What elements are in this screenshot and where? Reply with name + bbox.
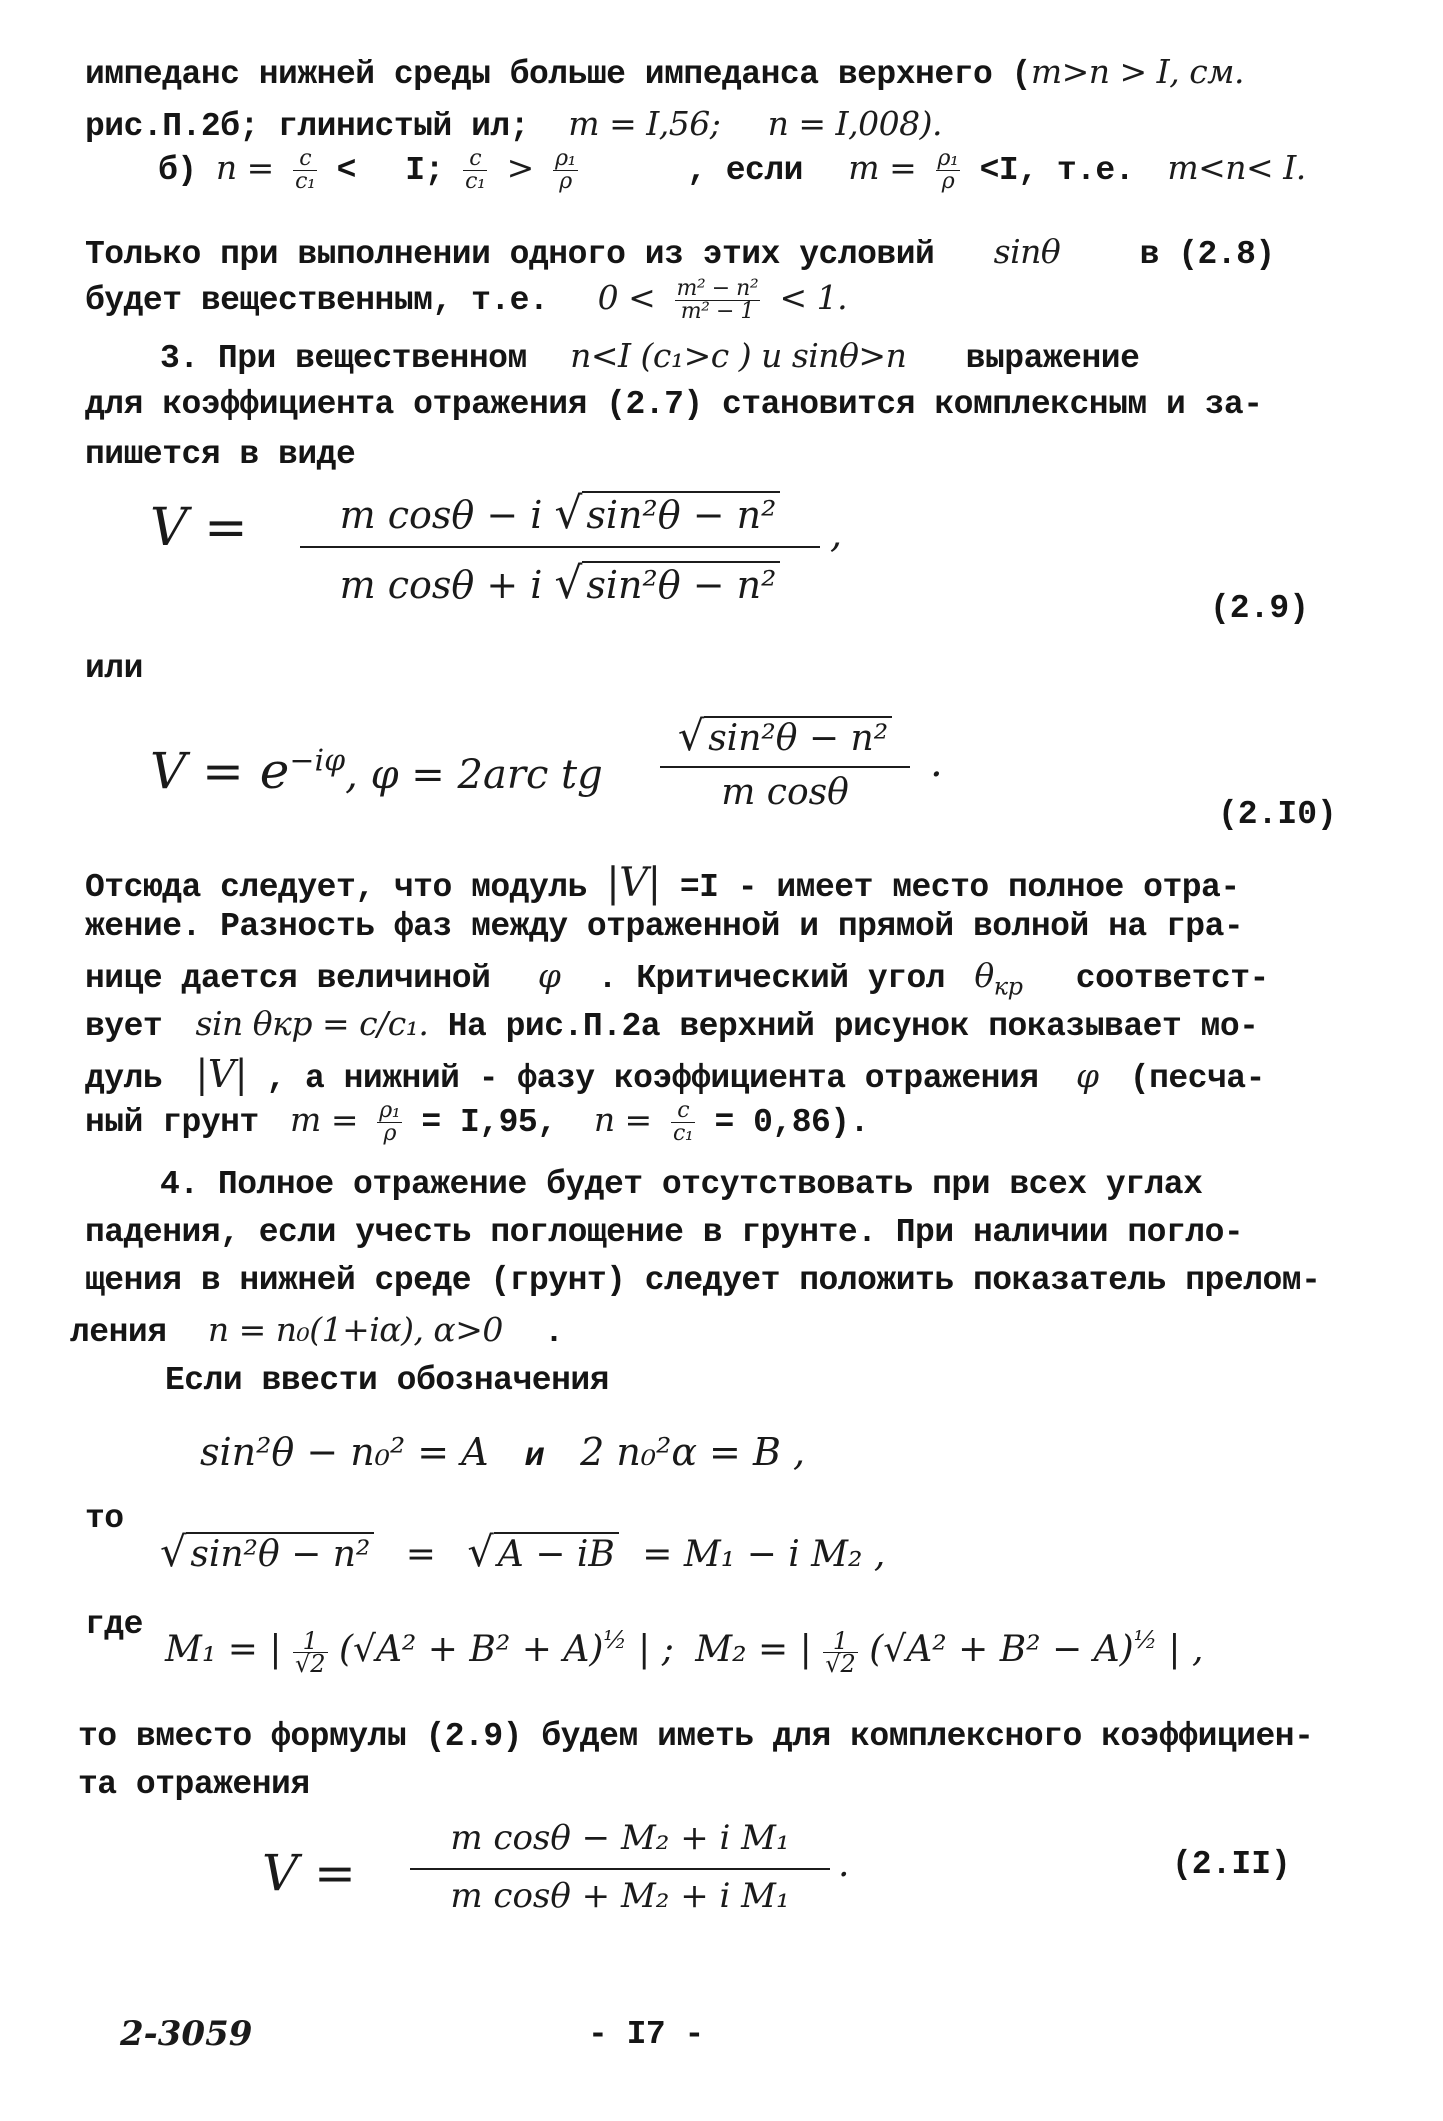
after-3f: соответст- [1075, 960, 1269, 997]
where-label: где [85, 1606, 143, 1643]
and-word: и [524, 1438, 545, 1475]
text-line-4c: в (2.8) [1139, 236, 1275, 273]
equation-2-10-lhs [150, 742, 603, 800]
sqrt-lhs: sin²θ − n² [186, 1532, 374, 1575]
radical-sign: √ [554, 488, 583, 539]
fraction-den: ρ [559, 169, 572, 194]
text-line-5 [85, 278, 847, 323]
fraction-den: c₁ [465, 169, 486, 194]
p4-line-3: щения в нижней среде (грунт) следует положить показатель прелом- [85, 1262, 1321, 1299]
after-line-1 [85, 860, 1240, 906]
after-line-4 [85, 1004, 1258, 1045]
equation-2-11-fraction-bar [410, 1868, 830, 1870]
fraction-num: 1 [293, 1630, 328, 1653]
equation-2-10-dot: . [930, 740, 943, 786]
sin-theta: sinθ [993, 232, 1061, 271]
equation-2-10-denominator: m cosθ [721, 772, 849, 813]
less-one-ie: <I, т.е. [979, 152, 1135, 190]
eq10-exponent: −iφ [289, 743, 346, 779]
fraction-1-sqrt2 [293, 1626, 328, 1678]
fraction-num: m² − n² [676, 276, 759, 301]
page-number: - I7 - [588, 2016, 704, 2053]
fraction-den: ρ [941, 169, 955, 194]
p3-condition: n<I (c₁>c ) и sinθ>n [570, 336, 907, 375]
p4-4c: . [544, 1314, 564, 1351]
m2-body: (√A² + B² − A) [869, 1629, 1134, 1670]
equation-2-11-lhs: V = [262, 1844, 356, 1902]
m-symbol: m = [848, 148, 917, 188]
if-word: , если [687, 152, 803, 190]
modulus-v: |V| [606, 860, 661, 906]
definition-a: sin²θ − n₀² = A [200, 1430, 489, 1474]
fraction-den: c₁ [295, 169, 316, 194]
equation-2-11-denominator: m cosθ + M₂ + i M₁ [450, 1876, 790, 1916]
phi-symbol-2: φ [1075, 1056, 1099, 1095]
after-3a: нице дается величиной [85, 960, 491, 997]
sqrt-equals: = [405, 1534, 436, 1575]
p6-line-1: то вместо формулы (2.9) будем иметь для комплексного коэффициен- [78, 1718, 1314, 1755]
equation-number-2-9: (2.9) [1210, 590, 1310, 627]
condition-m-lt-n: m<n< I. [1167, 148, 1306, 188]
m1-lhs: M₁ = | [165, 1629, 282, 1670]
after-5c: , а нижний - фазу коэффициента отражения [266, 1060, 1039, 1097]
m-eq: m = [290, 1100, 358, 1140]
equation-number-2-10: (2.I0) [1218, 796, 1337, 833]
m1-m2-definitions [165, 1626, 1204, 1678]
radical-sign: √ [467, 1528, 494, 1576]
p3-line-1 [160, 336, 1139, 377]
fraction-1-sqrt2-b [823, 1626, 858, 1678]
n-symbol: n = [215, 148, 274, 188]
fraction-num: ρ₁ [937, 146, 959, 171]
definition-b: 2 n₀²α = B , [580, 1430, 806, 1474]
gt-sign: > [506, 148, 534, 188]
equation-number-2-11: (2.II) [1172, 1846, 1291, 1883]
fraction-num: ρ₁ [379, 1098, 401, 1123]
fraction-num: ρ₁ [555, 146, 576, 171]
radical-sign: √ [677, 712, 705, 760]
p4-line-2: падения, если учесть поглощение в грунте. При наличии погло- [85, 1214, 1244, 1251]
lt-one: < 1. [779, 278, 848, 318]
fraction-den: √2 [825, 1649, 856, 1678]
fraction-den: m² − 1 [680, 299, 754, 324]
n-value-clay: n = I,008). [767, 104, 942, 143]
phi-symbol: φ [537, 956, 561, 995]
zero-lt: 0 < [597, 278, 656, 318]
fraction-num: c [463, 148, 487, 171]
equation-2-11-dot: . [838, 1844, 850, 1885]
equation-2-9-lhs: V = [150, 498, 248, 558]
m-value-sand: = I,95, [421, 1104, 557, 1142]
equation-2-9-numerator [300, 488, 820, 539]
eq9-den-radicand: sin²θ − n² [582, 561, 780, 607]
eq10-num-radicand: sin²θ − n² [704, 716, 892, 759]
m2-half: ½ [1133, 1626, 1157, 1654]
theta-symbol: θ [974, 956, 994, 995]
eq9-den-a: m cosθ + i [339, 563, 543, 607]
fraction-rho1-rho-b [936, 148, 961, 193]
fraction-rho1-rho-c [377, 1100, 402, 1145]
sqrt-identity [160, 1528, 885, 1576]
fraction-m2n2 [675, 278, 761, 323]
sqrt-tail: = M₁ − i M₂ , [642, 1534, 886, 1575]
equation-2-10-numerator [660, 712, 910, 760]
fraction-rho1-rho [553, 148, 578, 193]
fraction-den: √2 [294, 1649, 326, 1678]
text-line-1-main: импеданс нижней среды больше импеданса верхнего ( [85, 56, 1031, 93]
p3-line-3: пишется в виде [85, 436, 356, 473]
text-line-4a: Только при выполнении одного из этих условий [85, 236, 935, 273]
after-6a: ный грунт [85, 1104, 259, 1142]
m1-end: | ; [638, 1629, 674, 1670]
after-4c: На рис.П.2а верхний рисунок показывает мо- [447, 1008, 1259, 1045]
definitions-line [200, 1430, 805, 1475]
after-line-6 [85, 1100, 869, 1145]
p3-line-2: для коэффициента отражения (2.7) становится комплексным и за- [85, 386, 1263, 423]
n-eq: n = [593, 1100, 652, 1140]
sqrt-rhs: A − iB [494, 1532, 619, 1575]
after-1a: Отсюда следует, что модуль [85, 869, 587, 906]
radical-sign: √ [160, 1528, 187, 1576]
after-line-2: жение. Разность фаз между отраженной и прямой волной на гра- [85, 908, 1244, 945]
after-1c: =I - имеет место полное отра- [679, 869, 1240, 906]
equation-2-9-fraction-bar [300, 546, 820, 548]
p4-line-4 [70, 1310, 563, 1351]
fraction-num: 1 [823, 1630, 858, 1653]
critical-angle-formula: sin θкр = c/c₁. [195, 1004, 429, 1043]
fraction-den: ρ [383, 1121, 396, 1146]
after-4a: вует [85, 1008, 163, 1045]
one-semicolon: I; [405, 152, 444, 190]
after-5a: дуль [85, 1060, 163, 1097]
p3-expression-word: выражение [965, 340, 1140, 377]
p4-4a: ления [70, 1314, 167, 1351]
eq9-num-a: m cosθ − i [339, 493, 543, 537]
after-3c: . Критический угол [597, 960, 946, 997]
lt-sign: < [336, 152, 356, 190]
fraction-c-c1 [293, 148, 317, 193]
p6-line-2: та отражения [78, 1766, 310, 1803]
fraction-num: c [671, 1100, 695, 1123]
text-line-2a: рис.П.2б; глинистый ил; [85, 108, 529, 145]
fraction-num: c [293, 148, 317, 171]
text-line-5a: будет вещественным, т.е. [85, 282, 549, 320]
footer-archive-code: 2-3059 [120, 2014, 253, 2054]
equation-2-9-denominator [300, 558, 820, 609]
after-line-5 [85, 1052, 1265, 1097]
m1-half: ½ [603, 1626, 627, 1654]
cr-subscript: кр [993, 972, 1023, 1001]
equation-2-10-fraction-bar [660, 766, 910, 768]
text-line-1 [85, 52, 1244, 93]
m-value-clay: m = I,56; [568, 104, 721, 143]
equation-2-9-comma: , [830, 512, 843, 556]
refraction-index-formula: n = n₀(1+iα), α>0 [207, 1310, 503, 1349]
fraction-den: c₁ [673, 1121, 694, 1146]
eq10-mid: , φ = 2arc tg [345, 752, 603, 798]
p4-line-1: 4. Полное отражение будет отсутствовать при всех углах [160, 1166, 1203, 1203]
to-label-1: то [85, 1500, 124, 1537]
modulus-v-2: |V| [195, 1052, 248, 1096]
after-5e: (песча- [1129, 1060, 1265, 1097]
text-line-2 [85, 104, 942, 145]
eq10-lhs: V = e [150, 742, 290, 800]
fraction-c-c1-b [463, 148, 487, 193]
m2-end: | , [1168, 1629, 1204, 1670]
equation-2-11-numerator: m cosθ − M₂ + i M₁ [450, 1818, 790, 1858]
m1-body: (√A² + B² + A) [338, 1629, 604, 1670]
item-b-label: б) [158, 152, 197, 190]
n-value-sand: = 0,86). [714, 1104, 869, 1142]
text-line-3 [158, 148, 1306, 193]
eq9-num-radicand: sin²θ − n² [582, 491, 780, 537]
after-line-3 [85, 956, 1269, 1001]
or-label: или [85, 650, 143, 687]
p5-line: Если ввести обозначения [165, 1362, 609, 1399]
fraction-c-c1-c [671, 1100, 695, 1145]
condition-m-n: m>n > I, см. [1030, 52, 1245, 91]
m2-lhs: M₂ = | [695, 1629, 812, 1670]
p3-lead: 3. При вещественном [160, 340, 527, 377]
radical-sign: √ [554, 558, 583, 609]
text-line-4 [85, 232, 1275, 273]
